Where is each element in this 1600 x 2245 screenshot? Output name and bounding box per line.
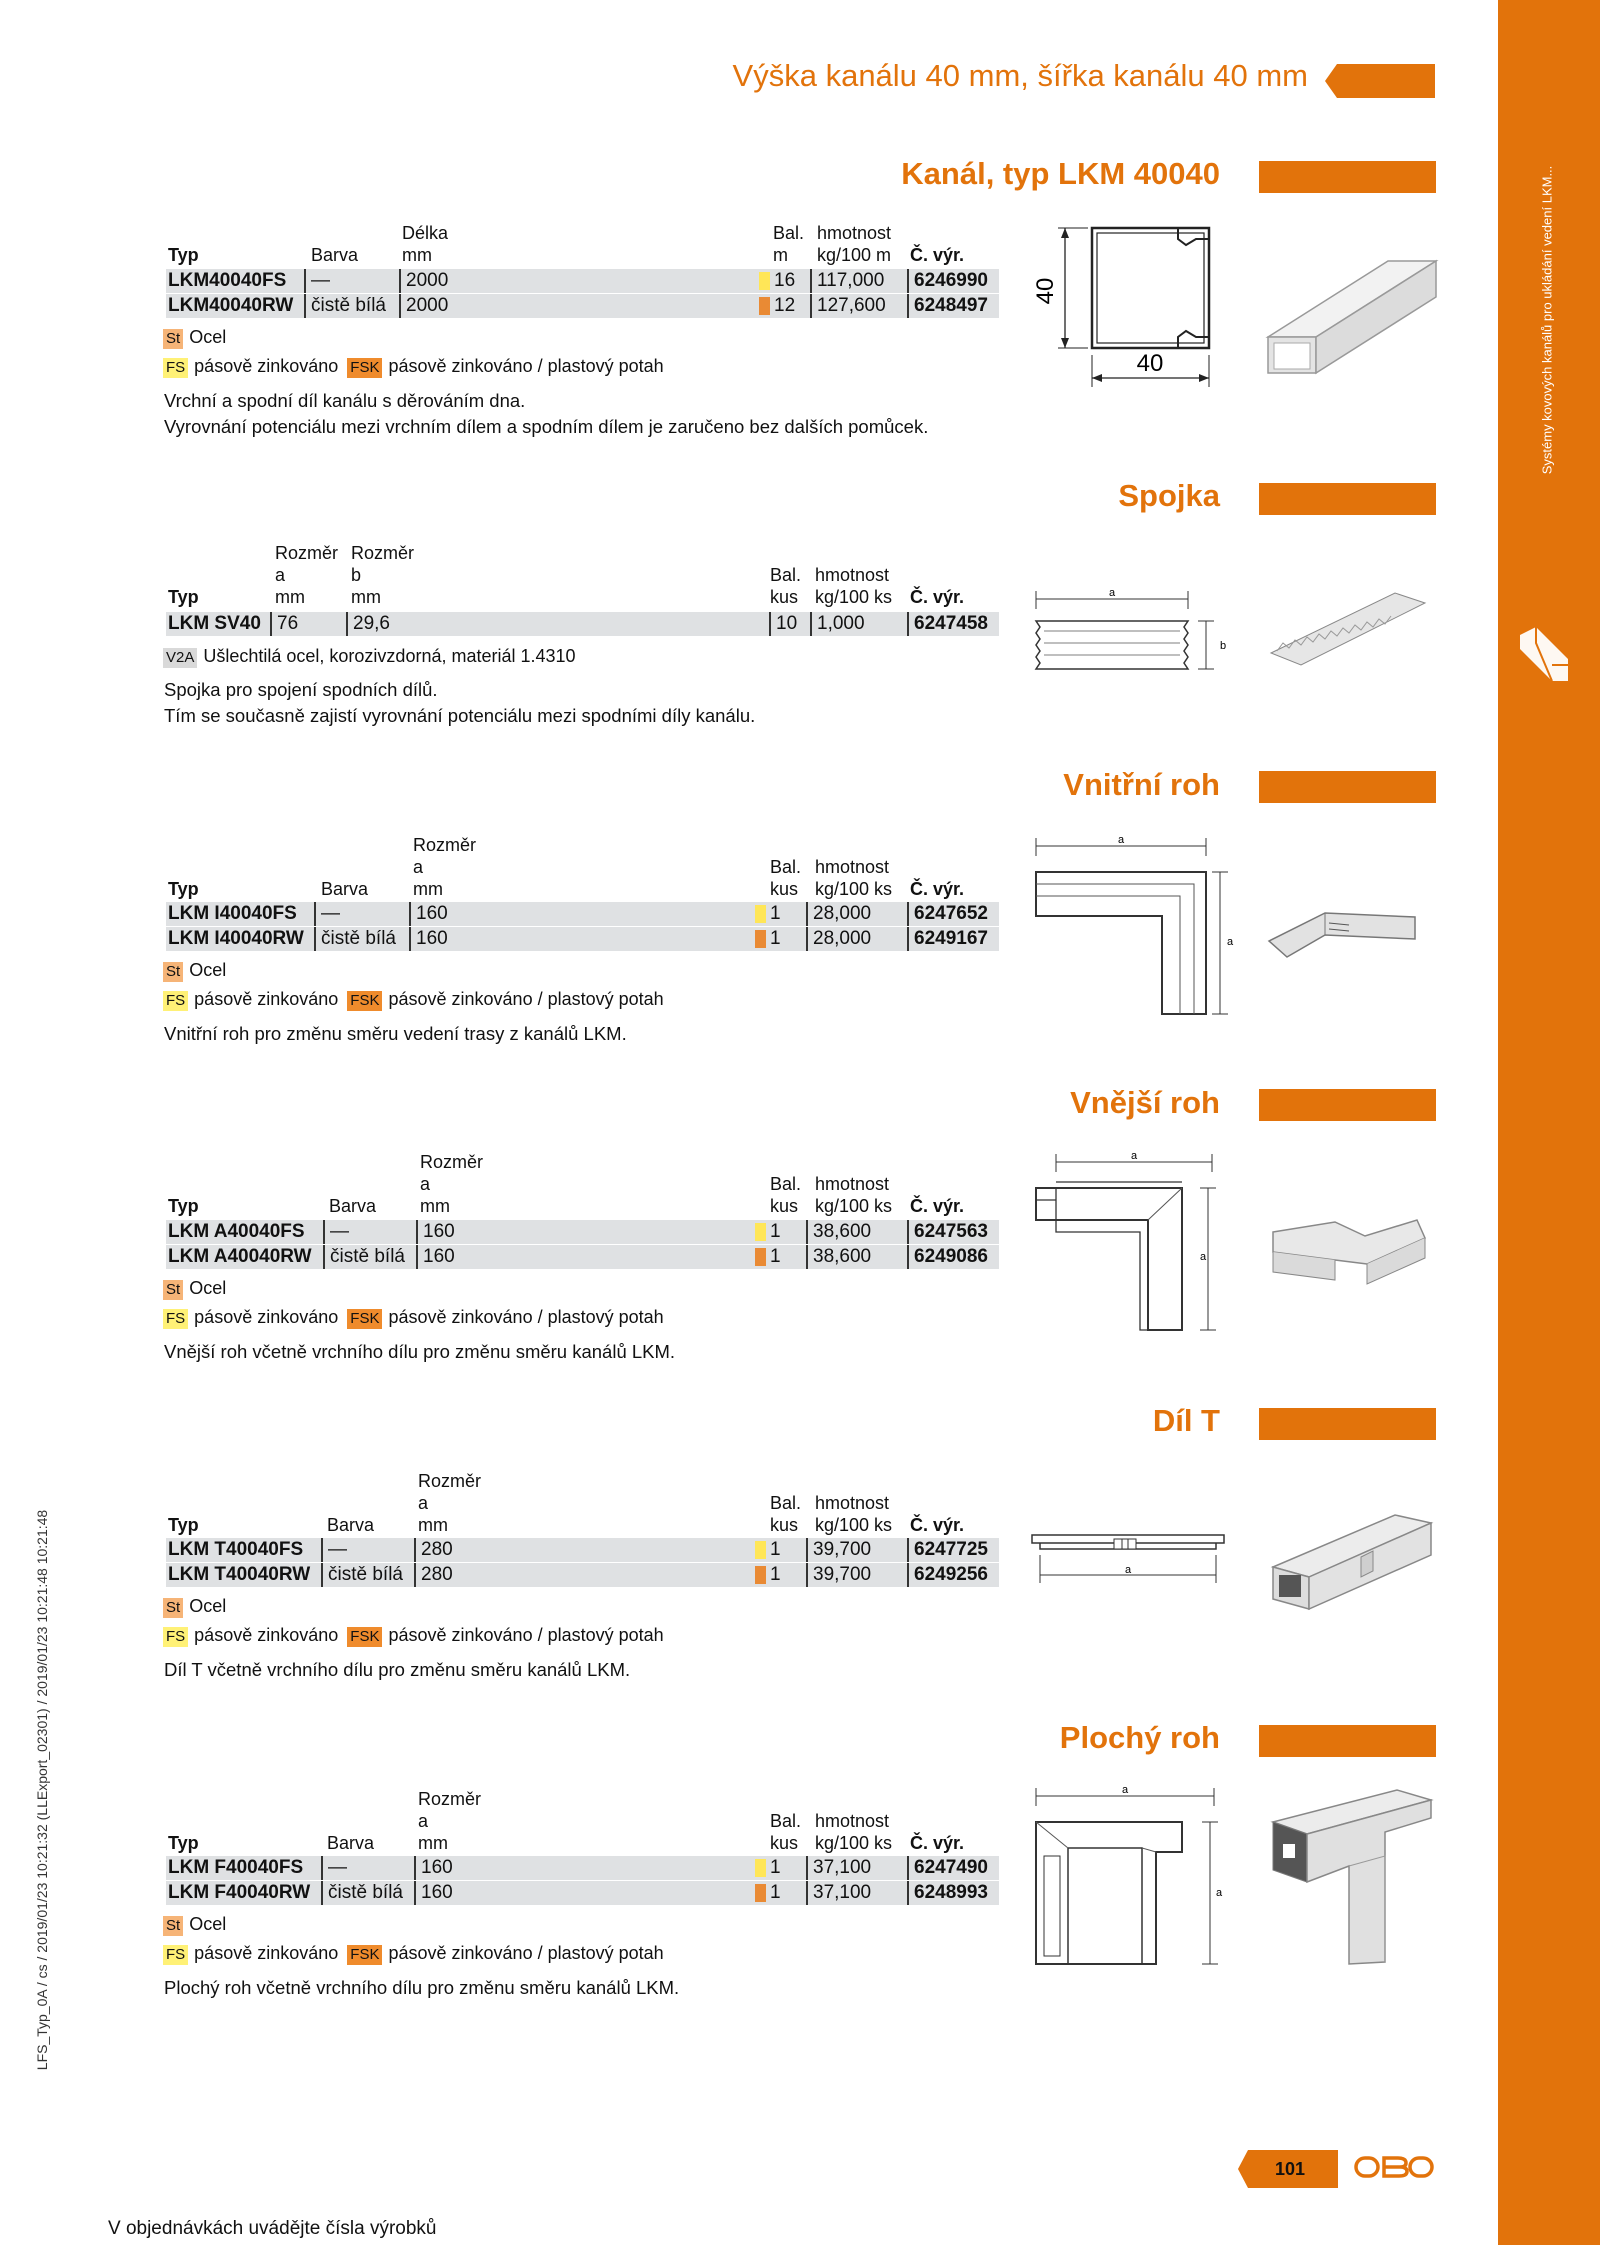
- t-piece-drawing: [1030, 1525, 1230, 1595]
- material-legend: St Ocel: [163, 1278, 226, 1300]
- material-legend: V2A Ušlechtilá ocel, korozivzdorná, materiál 1.4310: [163, 646, 576, 668]
- section-title-outer-corner: Vnější roh: [1070, 1085, 1220, 1120]
- col-header-weight-unit: kg/100 ks: [815, 1833, 893, 1853]
- description: Spojka pro spojení spodních dílů. Tím se současně zajistí vyrovnání potenciálu mezi spodními díly kanálu.: [164, 679, 756, 726]
- connector-drawing: [1030, 585, 1230, 695]
- col-header-unit-a: mm: [275, 587, 305, 607]
- col-header-bal-unit: kus: [770, 879, 799, 899]
- channel-product-image: [1260, 245, 1440, 375]
- page-number: 101: [1274, 2159, 1306, 2179]
- col-header-weight: hmotnost: [815, 565, 890, 585]
- col-header-weight-unit: kg/100 m: [817, 245, 892, 265]
- col-header-type: Typ: [168, 879, 199, 899]
- col-header-dim: Rozměr: [420, 1152, 484, 1172]
- finish-legend: FS pásově zinkováno FSK pásově zinkováno / plastový potah: [163, 1307, 664, 1329]
- table-row: LKM40040FS — 2000 16 117,000 6246990: [166, 269, 999, 293]
- col-header-bal: Bal.: [770, 1174, 802, 1194]
- sidebar-label: Systémy kovových kanálů pro ukládání vedení LKM...: [1539, 165, 1555, 475]
- col-header-bal-unit: m: [773, 245, 788, 265]
- table-row: LKM A40040RW čistě bílá 160 1 38,600 6249086: [166, 1245, 999, 1269]
- col-header-bal-unit: kus: [770, 1196, 799, 1216]
- col-header-color: Barva: [329, 1196, 377, 1216]
- table-row: LKM I40040RW čistě bílá 160 1 28,000 6249167: [166, 927, 999, 951]
- col-header-color: Barva: [321, 879, 369, 899]
- connector-product-image: [1265, 585, 1435, 670]
- col-header-weight: hmotnost: [815, 1174, 890, 1194]
- col-header-a: a: [413, 857, 424, 877]
- col-header-a: a: [275, 565, 286, 585]
- col-header-unit: mm: [418, 1515, 448, 1535]
- t-piece-product-image: [1265, 1505, 1435, 1615]
- description: Vnější roh včetně vrchního dílu pro změnu směru kanálů LKM.: [164, 1341, 676, 1362]
- flat-corner-product-image: [1265, 1782, 1435, 1972]
- col-header-type: Typ: [168, 1515, 199, 1535]
- material-legend: St Ocel: [163, 327, 226, 349]
- svg-text:a: a: [1117, 834, 1125, 846]
- svg-text:a: a: [1124, 1564, 1132, 1576]
- col-header-bal: Bal.: [770, 857, 802, 877]
- footer-note: V objednávkách uvádějte čísla výrobků: [108, 2218, 437, 2239]
- table-row: LKM A40040FS — 160 1 38,600 6247563: [166, 1220, 999, 1244]
- col-header-weight-unit: kg/100 ks: [815, 879, 893, 899]
- svg-text:a: a: [1130, 1150, 1138, 1162]
- col-header-color: Barva: [327, 1515, 375, 1535]
- col-header-type: Typ: [168, 245, 199, 265]
- col-header-a: a: [420, 1174, 431, 1194]
- col-header-weight-unit: kg/100 ks: [815, 587, 893, 607]
- finish-legend: FS pásově zinkováno FSK pásově zinkováno / plastový potah: [163, 356, 664, 378]
- section-title-connector: Spojka: [1118, 478, 1220, 513]
- col-header-unit-b: mm: [351, 587, 381, 607]
- material-legend: St Ocel: [163, 960, 226, 982]
- col-header-unit: mm: [420, 1196, 450, 1216]
- channel-icon: [1516, 625, 1572, 685]
- col-header-bal-unit: kus: [770, 587, 799, 607]
- col-header-bal: Bal.: [770, 1811, 802, 1831]
- col-header-weight-unit: kg/100 ks: [815, 1515, 893, 1535]
- svg-text:a: a: [1200, 1251, 1207, 1263]
- col-header-length: Délka: [402, 223, 449, 243]
- col-header-article: Č. výr.: [910, 245, 965, 265]
- description: Vnitřní roh pro změnu směru vedení trasy z kanálů LKM.: [164, 1023, 627, 1044]
- finish-legend: FS pásově zinkováno FSK pásově zinkováno / plastový potah: [163, 1943, 664, 1965]
- section-bar: [1259, 1725, 1436, 1757]
- col-header-dim: Rozměr: [418, 1471, 482, 1491]
- height-label: 40: [1032, 277, 1059, 305]
- svg-text:a: a: [1216, 1887, 1223, 1899]
- col-header-type: Typ: [168, 1196, 199, 1216]
- col-header-weight-unit: kg/100 ks: [815, 1196, 893, 1216]
- header-tab: [1325, 64, 1435, 98]
- col-header-dim-b: Rozměr: [351, 543, 415, 563]
- channel-cross-section-drawing: [1030, 215, 1230, 400]
- col-header-bal: Bal.: [773, 223, 805, 243]
- finish-legend: FS pásově zinkováno FSK pásově zinkováno / plastový potah: [163, 1625, 664, 1647]
- section-title-inner-corner: Vnitřní roh: [1063, 767, 1220, 802]
- table-row: LKM40040RW čistě bílá 2000 12 127,600 6248497: [166, 294, 999, 318]
- col-header-color: Barva: [327, 1833, 375, 1853]
- col-header-weight: hmotnost: [815, 1493, 890, 1513]
- description: Plochý roh včetně vrchního dílu pro změnu směru kanálů LKM.: [164, 1977, 680, 1998]
- col-header-weight: hmotnost: [817, 223, 892, 243]
- col-header-dim-a: Rozměr: [275, 543, 339, 563]
- col-header-color: Barva: [311, 245, 359, 265]
- finish-legend: FS pásově zinkováno FSK pásově zinkováno / plastový potah: [163, 989, 664, 1011]
- section-bar: [1259, 771, 1436, 803]
- col-header-weight: hmotnost: [815, 857, 890, 877]
- page-title: Výška kanálu 40 mm, šířka kanálu 40 mm: [732, 58, 1308, 93]
- col-header-unit: mm: [418, 1833, 448, 1853]
- dim-b-label: b: [1220, 640, 1227, 652]
- section-title-flat-corner: Plochý roh: [1059, 1720, 1220, 1755]
- col-header-dim: Rozměr: [418, 1789, 482, 1809]
- table-row: LKM T40040RW čistě bílá 280 1 39,700 6249256: [166, 1563, 999, 1587]
- inner-corner-product-image: [1265, 895, 1435, 965]
- section-title-channel: Kanál, typ LKM 40040: [901, 156, 1220, 191]
- table-row: LKM SV40 76 29,6 10 1,000 6247458: [166, 612, 999, 636]
- svg-text:a: a: [1227, 936, 1234, 948]
- inner-corner-drawing: [1030, 832, 1234, 1022]
- col-header-article: Č. výr.: [910, 1196, 965, 1216]
- flat-corner-drawing: [1030, 1782, 1230, 1972]
- section-title-t-piece: Díl T: [1152, 1403, 1220, 1438]
- outer-corner-drawing: [1030, 1148, 1230, 1338]
- col-header-weight: hmotnost: [815, 1811, 890, 1831]
- col-header-article: Č. výr.: [910, 1833, 965, 1853]
- col-header-unit: mm: [402, 245, 432, 265]
- section-bar: [1259, 1089, 1436, 1121]
- material-legend: St Ocel: [163, 1914, 226, 1936]
- col-header-dim: Rozměr: [413, 835, 477, 855]
- section-bar: [1259, 161, 1436, 193]
- col-header-article: Č. výr.: [910, 879, 965, 899]
- col-header-bal-unit: kus: [770, 1515, 799, 1535]
- section-bar: [1259, 483, 1436, 515]
- print-metadata: LFS_Typ_0A / cs / 2019/01/23 10:21:32 (LLExport_02301) / 2019/01/23 10:21:48 10:21:48: [34, 1509, 50, 2071]
- col-header-bal-unit: kus: [770, 1833, 799, 1853]
- section-bar: [1259, 1408, 1436, 1440]
- obo-logo: [1354, 2152, 1434, 2182]
- outer-corner-product-image: [1265, 1210, 1435, 1290]
- col-header-bal: Bal.: [770, 565, 802, 585]
- col-header-article: Č. výr.: [910, 1515, 965, 1535]
- table-row: LKM F40040FS — 160 1 37,100 6247490: [166, 1856, 999, 1880]
- col-header-article: Č. výr.: [910, 587, 965, 607]
- col-header-a: a: [418, 1811, 429, 1831]
- col-header-type: Typ: [168, 587, 199, 607]
- col-header-unit: mm: [413, 879, 443, 899]
- width-label: 40: [1136, 350, 1164, 377]
- col-header-a: a: [418, 1493, 429, 1513]
- col-header-bal: Bal.: [770, 1493, 802, 1513]
- description: Vrchní a spodní díl kanálu s děrováním dna. Vyrovnání potenciálu mezi vrchním dílem a spodním dílem je zaručeno bez dalších pomůcek.: [164, 390, 929, 437]
- table-row: LKM F40040RW čistě bílá 160 1 37,100 6248993: [166, 1881, 999, 1905]
- description: Díl T včetně vrchního dílu pro změnu směru kanálů LKM.: [164, 1659, 631, 1680]
- table-row: LKM I40040FS — 160 1 28,000 6247652: [166, 902, 999, 926]
- table-row: LKM T40040FS — 280 1 39,700 6247725: [166, 1538, 999, 1562]
- dim-a-label: a: [1108, 587, 1116, 599]
- col-header-b: b: [351, 565, 362, 585]
- svg-text:a: a: [1121, 1784, 1129, 1796]
- material-legend: St Ocel: [163, 1596, 226, 1618]
- col-header-type: Typ: [168, 1833, 199, 1853]
